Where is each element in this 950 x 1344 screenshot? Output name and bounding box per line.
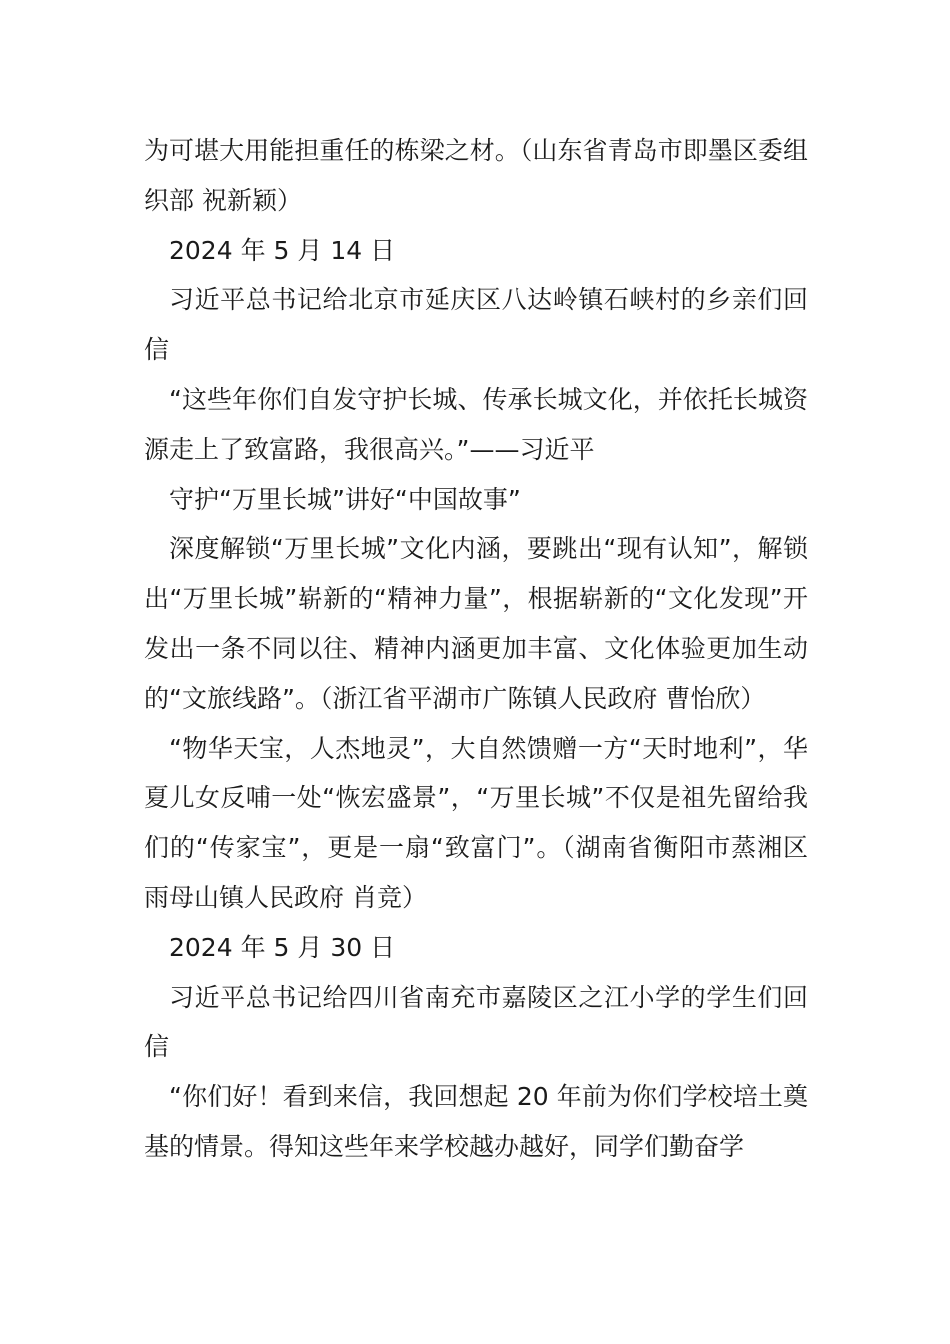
sub-heading: 守护“万里长城”讲好“中国故事” <box>169 484 521 514</box>
paragraph: “物华天宝，人杰地灵”，大自然馈赠一方“天时地利”，华夏儿女反哺一处“恢宏盛景”，“万里长城”不仅是祖先留给我们的“传家宝”，更是一扇“致富门”。（湖南省衡阳市蒸湘区雨母山镇人民政府 肖竞） <box>144 733 808 912</box>
date-line: 2024 年 5 月 30 日 <box>169 932 396 962</box>
section-heading: 习近平总书记给四川省南充市嘉陵区之江小学的学生们回信 <box>144 982 808 1062</box>
quote-paragraph: “你们好！看到来信，我回想起 20 年前为你们学校培土奠基的情景。得知这些年来学校越办越好，同学们勤奋学 <box>144 1082 808 1161</box>
paragraph: 深度解锁“万里长城”文化内涵，要跳出“现有认知”，解锁出“万里长城”崭新的“精神力量”，根据崭新的“文化发现”开发出一条不同以往、精神内涵更加丰富、文化体验更加生动的“文旅线路”。（浙江省平湖市广陈镇人民政府 曹怡欣） <box>144 534 808 713</box>
section-heading: 习近平总书记给北京市延庆区八达岭镇石峡村的乡亲们回信 <box>144 285 808 365</box>
date-line: 2024 年 5 月 14 日 <box>169 235 396 265</box>
paragraph: 为可堪大用能担重任的栋梁之材。（山东省青岛市即墨区委组织部 祝新颖） <box>144 136 808 215</box>
quote-paragraph: “这些年你们自发守护长城、传承长城文化，并依托长城资源走上了致富路，我很高兴。”——习近平 <box>144 384 808 464</box>
document-page <box>144 126 808 1172</box>
